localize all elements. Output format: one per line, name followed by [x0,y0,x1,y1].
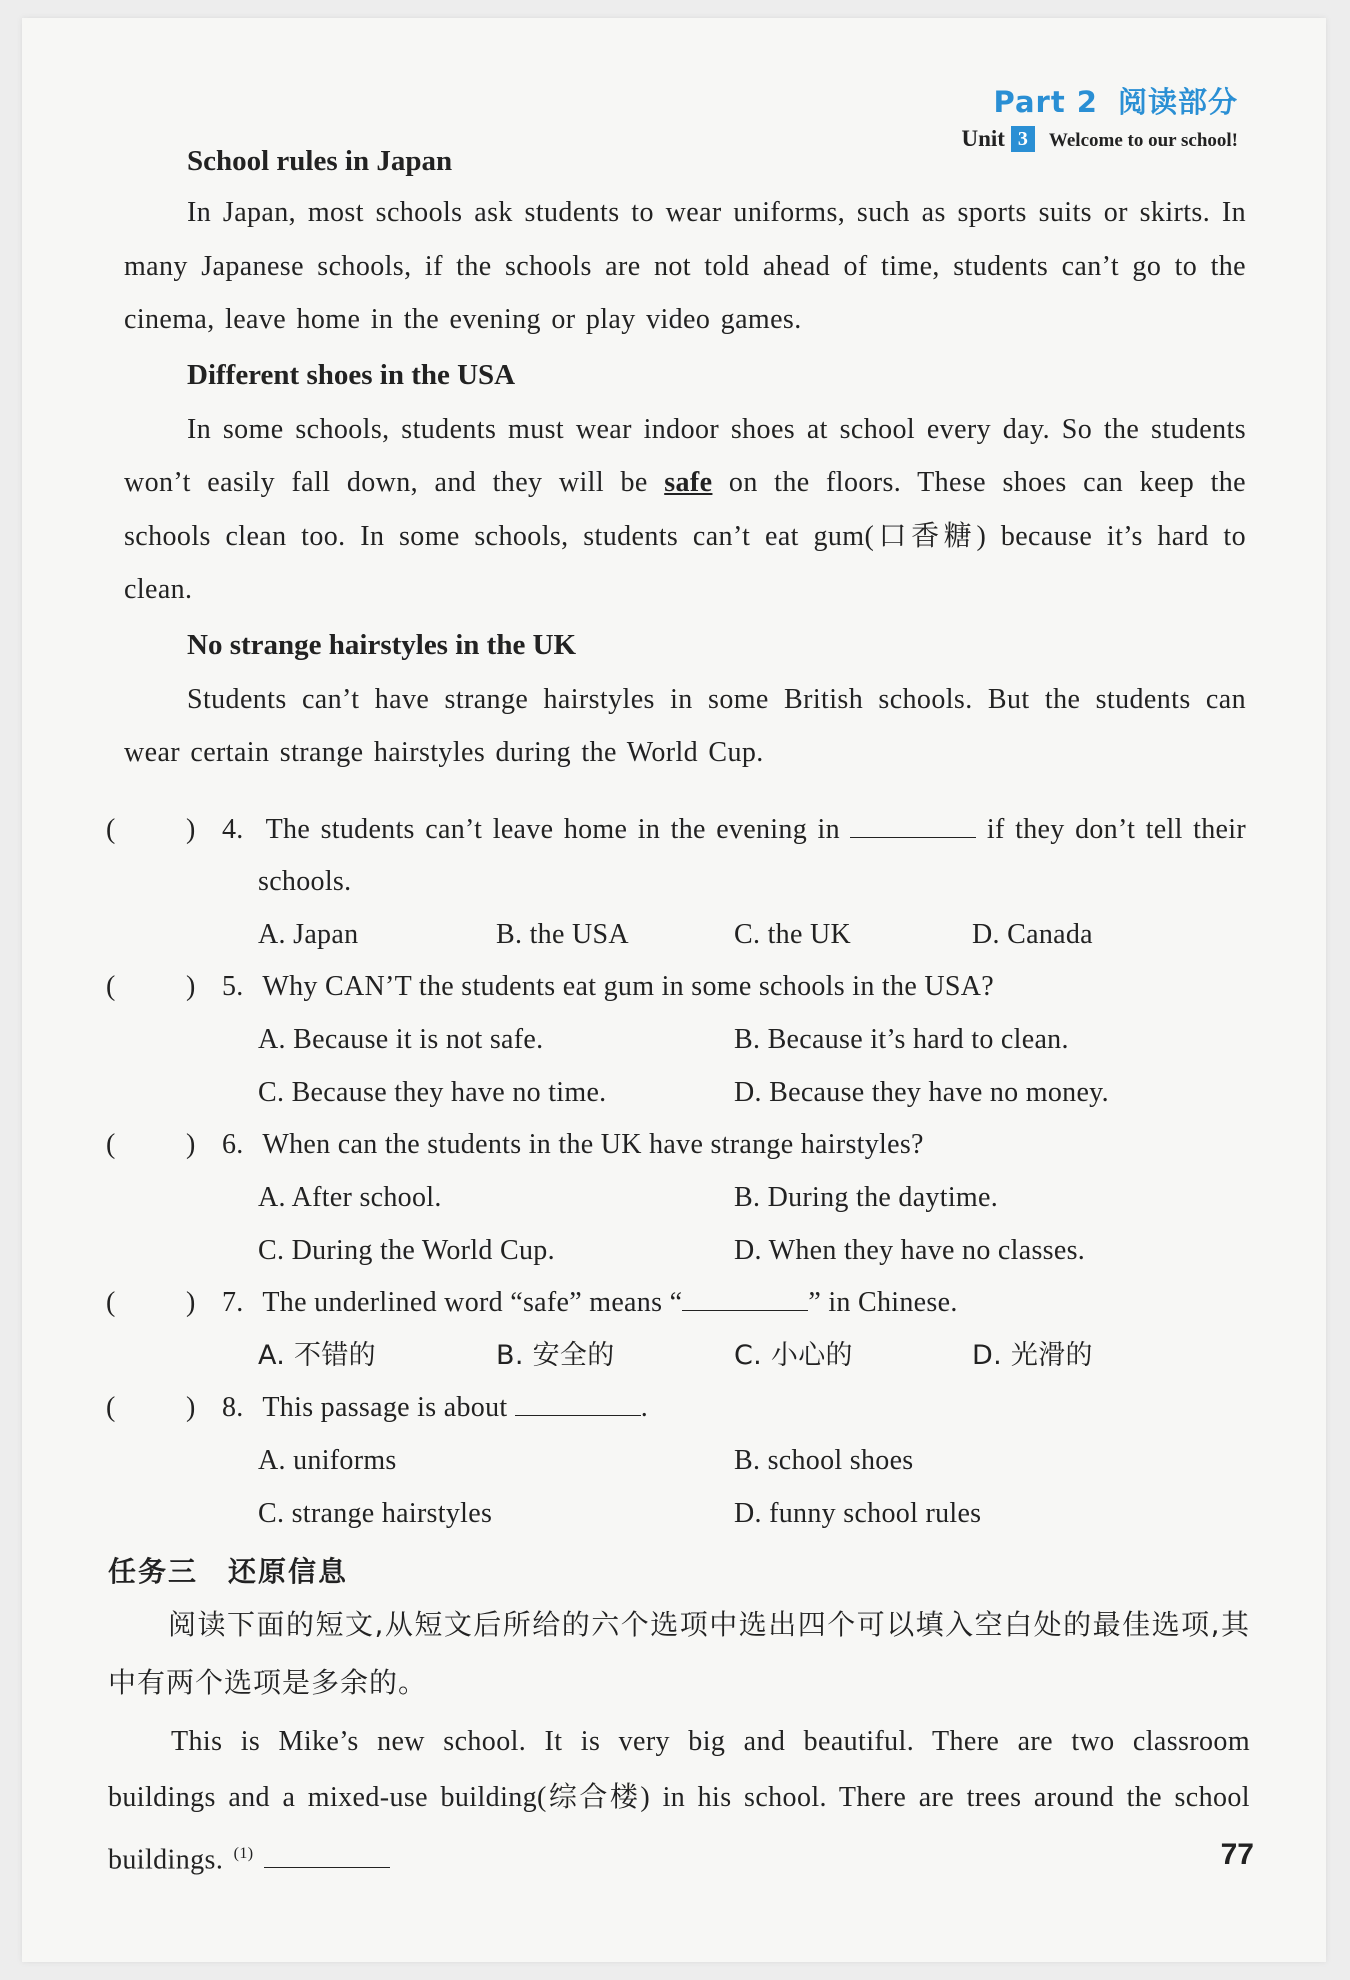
question-stem-end: ” in Chinese. [808,1287,958,1318]
options-row [104,1171,1246,1224]
options-row [104,1066,1246,1119]
answer-paren-open: ( [106,971,116,1002]
section-text-usa [124,403,1246,617]
unit-title: Welcome to our school! [1048,130,1238,151]
option-b[interactable]: B. Because it’s hard to clean. [734,1024,1069,1055]
usa-text-before: In some schools, students must wear indoor shoes at school every day. So the students won’t easily fall down, and they will be [124,413,1246,498]
page-number: 77 [1220,1838,1254,1871]
task-3-heading: 任务三 还原信息 [108,1555,349,1588]
answer-paren-open: ( [106,1129,116,1160]
options-row [104,1434,1246,1487]
option-d[interactable]: D. Because they have no money. [734,1077,1109,1108]
answer-paren-close: ) [186,1392,196,1423]
question-5 [104,961,1246,1013]
option-b[interactable]: B. the USA [496,919,629,950]
question-number: 8. [222,1392,244,1423]
unit-number-badge: 3 [1011,126,1035,152]
option-b[interactable]: B. During the daytime. [734,1182,999,1213]
underlined-word-safe: safe [664,467,713,498]
question-stem-end: if they don’t tell their schools. [258,814,1246,897]
option-a[interactable]: A. 不错的 [258,1340,376,1371]
options-row [104,1013,1246,1066]
option-a[interactable]: A. Japan [258,919,359,950]
option-c[interactable]: C. Because they have no time. [258,1077,607,1108]
section-title-uk: No strange hairstyles in the UK [187,628,577,661]
questions-section [104,804,1246,1540]
question-number: 5. [222,971,244,1002]
part-header [994,80,1239,121]
blank-label: (1) [233,1845,254,1862]
option-a[interactable]: A. uniforms [258,1445,397,1476]
option-d[interactable]: D. When they have no classes. [734,1235,1086,1266]
part-label: Part 2 [993,85,1098,119]
question-stem: Why CAN’T the students eat gum in some schools in the USA? [262,971,994,1002]
option-d[interactable]: D. Canada [972,919,1093,950]
option-c[interactable]: C. strange hairstyles [258,1498,493,1529]
answer-paren-open: ( [106,814,116,845]
option-d[interactable]: D. 光滑的 [972,1340,1093,1371]
question-number: 4. [222,814,244,845]
options-row [104,1487,1246,1540]
question-number: 6. [222,1129,244,1160]
option-c[interactable]: C. 小心的 [734,1340,853,1371]
answer-paren-close: ) [186,1287,196,1318]
options-row [104,1329,1246,1382]
answer-blank-1[interactable] [264,1845,390,1868]
question-7 [104,1277,1246,1329]
section-text-japan: In Japan, most schools ask students to wear uniforms, such as sports suits or skirts. In many Japanese schools, if the schools are not told ahead of time, students can’t go to the cinema, leave home in the evening or play video games. [124,197,1246,335]
answer-paren-close: ) [186,1129,196,1160]
task-3-passage [108,1714,1250,1888]
question-stem: The underlined word “safe” means “ [262,1287,683,1318]
workbook-page [22,18,1326,1962]
answer-blank[interactable] [682,1288,808,1311]
question-stem: When can the students in the UK have strange hairstyles? [262,1129,924,1160]
usa-text-after: on the floors. These shoes can keep the schools clean too. In some schools, students can’t eat gum(口香糖) because it’s hard to clean. [124,467,1246,605]
question-8 [104,1382,1246,1434]
option-d[interactable]: D. funny school rules [734,1498,982,1529]
question-stem-end: . [640,1392,649,1423]
option-b[interactable]: B. 安全的 [496,1340,615,1371]
options-row [104,1224,1246,1277]
section-title-usa: Different shoes in the USA [187,358,516,391]
option-a[interactable]: A. After school. [258,1182,442,1213]
question-number: 7. [222,1287,244,1318]
question-stem: This passage is about [262,1392,508,1423]
section-text-uk: Students can’t have strange hairstyles in some British schools. But the students can wear certain strange hairstyles during the World Cup. [124,683,1246,768]
task-3-passage-text: This is Mike’s new school. It is very big and beautiful. There are two classroom buildings and a mixed-use building(综合楼) in his school. There are trees around the school buildings. [108,1726,1250,1876]
options-row [104,908,1246,961]
task-3-section [108,1548,1250,1888]
section-label: 阅读部分 [1117,85,1238,119]
answer-paren-open: ( [106,1392,116,1423]
question-stem: The students can’t leave home in the evening in [265,814,840,845]
option-c[interactable]: C. During the World Cup. [258,1235,555,1266]
answer-blank[interactable] [515,1393,641,1416]
answer-paren-close: ) [186,814,196,845]
section-title-japan: School rules in Japan [187,145,453,177]
answer-blank[interactable] [850,815,976,838]
unit-label: Unit [961,126,1005,151]
question-6 [104,1119,1246,1171]
option-b[interactable]: B. school shoes [734,1445,914,1476]
option-c[interactable]: C. the UK [734,919,852,950]
task-3-instructions: 阅读下面的短文,从短文后所给的六个选项中选出四个可以填入空白处的最佳选项,其中有两个选项是多余的。 [108,1608,1250,1699]
answer-paren-close: ) [186,971,196,1002]
question-4 [104,804,1246,908]
option-a[interactable]: A. Because it is not safe. [258,1024,544,1055]
reading-passage [124,136,1246,780]
answer-paren-open: ( [106,1287,116,1318]
